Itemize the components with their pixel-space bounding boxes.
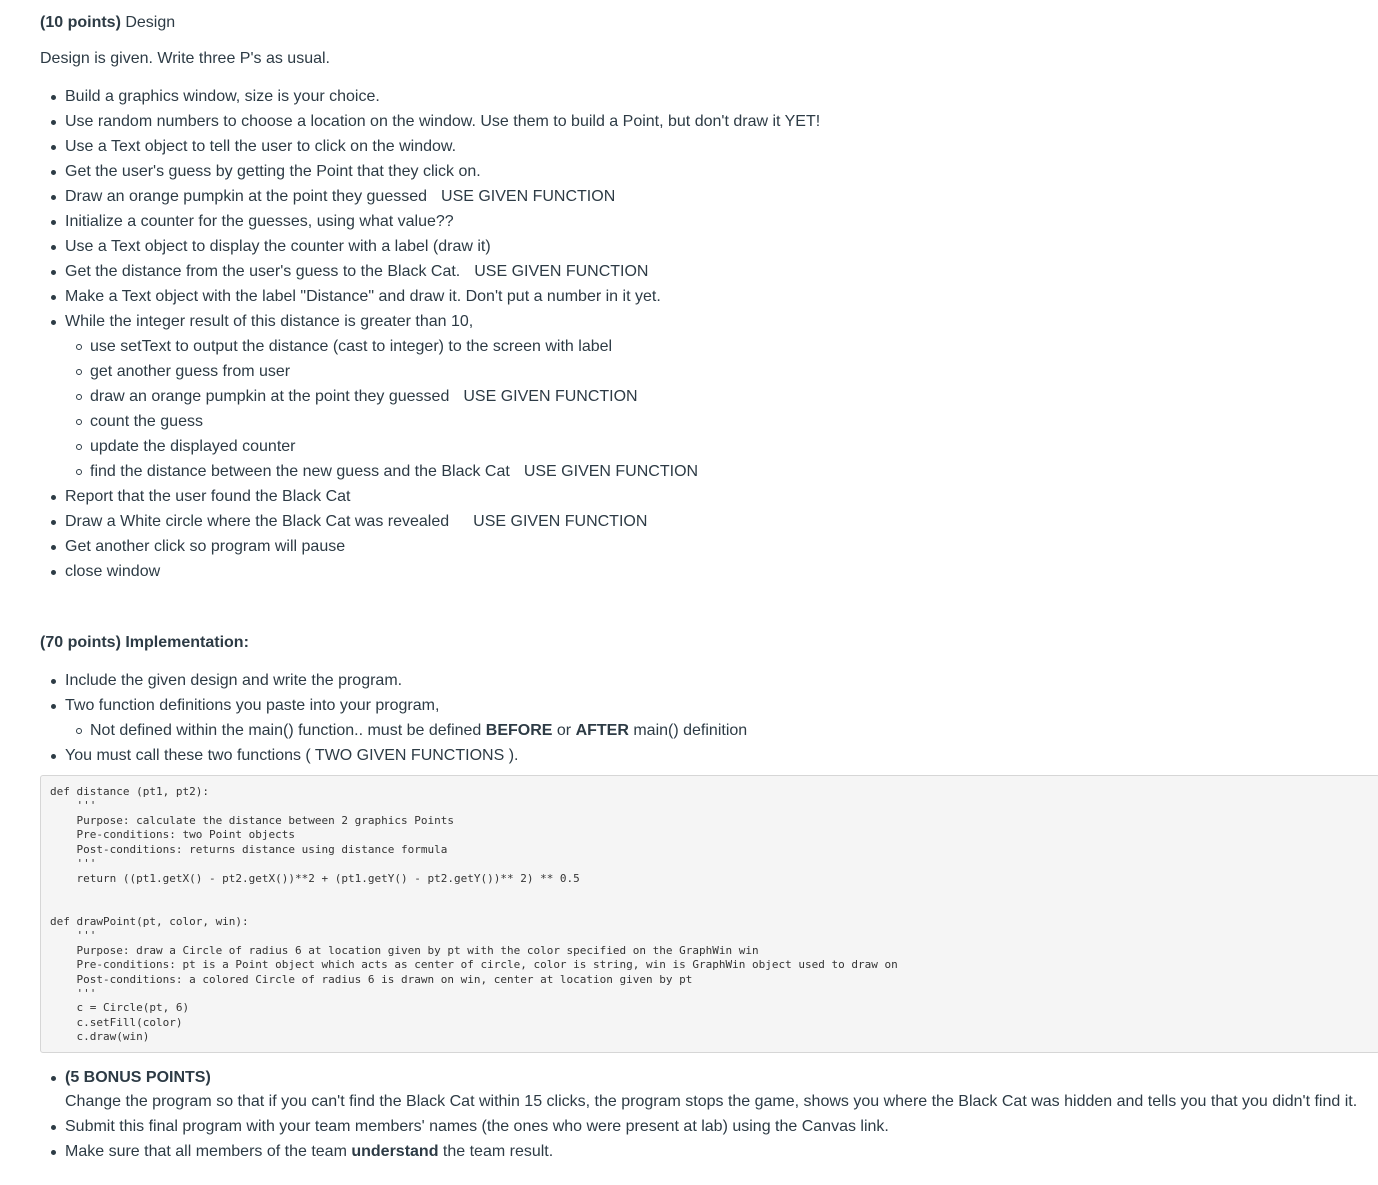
given-function-tag: USE GIVEN FUNCTION bbox=[463, 388, 638, 405]
sub-list-item bbox=[90, 387, 638, 407]
list-item-text: Submit this final program with your team members' names (the ones who were present at lab) using the Canvas link. bbox=[65, 1118, 889, 1135]
sub-list-item-text: count the guess bbox=[90, 413, 203, 430]
code-line: Post-conditions: returns distance using distance formula bbox=[50, 843, 448, 856]
code-line: def drawPoint(pt, color, win): bbox=[50, 915, 249, 928]
bonus-text: Change the program so that if you can't find the Black Cat within 15 clicks, the program stops the game, shows you where the Black Cat was hidden and tells you that you didn't find it. bbox=[65, 1093, 1358, 1110]
sub-list-item-text: get another guess from user bbox=[90, 363, 291, 380]
list-item bbox=[65, 512, 647, 532]
sub-list-item bbox=[90, 412, 203, 432]
given-function-tag: USE GIVEN FUNCTION bbox=[474, 263, 649, 280]
sub-list-item bbox=[90, 721, 747, 741]
understand-emphasis: understand bbox=[351, 1143, 439, 1160]
list-item bbox=[65, 237, 491, 257]
sub-list-item-text: use setText to output the distance (cast to integer) to the screen with label bbox=[90, 338, 613, 355]
after-emphasis: AFTER bbox=[575, 722, 629, 739]
code-line: ''' bbox=[50, 799, 97, 812]
list-item-text: Use a Text object to display the counter with a label (draw it) bbox=[65, 238, 491, 255]
code-line: Purpose: draw a Circle of radius 6 at location given by pt with the color specified on the GraphWin win bbox=[50, 944, 759, 957]
sub-list-item-text: Not defined within the main() function.. must be defined bbox=[90, 722, 486, 739]
code-line: ''' bbox=[50, 857, 97, 870]
list-item-text: Build a graphics window, size is your choice. bbox=[65, 88, 380, 105]
sub-list-item-text: find the distance between the new guess and the Black Cat bbox=[90, 463, 510, 480]
code-line: Purpose: calculate the distance between 2 graphics Points bbox=[50, 814, 454, 827]
list-item-text: Make a Text object with the label "Distance" and draw it. Don't put a number in it yet. bbox=[65, 288, 661, 305]
code-line: Post-conditions: a colored Circle of radius 6 is drawn on win, center at location given by pt bbox=[50, 973, 693, 986]
given-function-tag: USE GIVEN FUNCTION bbox=[441, 188, 616, 205]
implementation-heading: (70 points) Implementation: bbox=[40, 634, 249, 651]
sub-list-item-text: main() definition bbox=[628, 722, 748, 739]
design-points: (10 points) bbox=[40, 14, 121, 31]
list-item bbox=[65, 287, 661, 307]
design-title: Design bbox=[120, 14, 176, 31]
list-item-text: Report that the user found the Black Cat bbox=[65, 488, 351, 505]
list-item bbox=[65, 87, 380, 107]
list-item bbox=[65, 262, 648, 282]
sub-list-item bbox=[90, 362, 290, 382]
code-line: ''' bbox=[50, 987, 97, 1000]
sub-list-item bbox=[90, 437, 295, 457]
code-line: c = Circle(pt, 6) bbox=[50, 1001, 190, 1014]
code-line: def distance (pt1, pt2): bbox=[50, 785, 209, 798]
list-item-text: the team result. bbox=[438, 1143, 554, 1160]
list-item-text: You must call these two functions ( TWO GIVEN FUNCTIONS ). bbox=[65, 747, 519, 764]
list-item bbox=[65, 671, 402, 691]
list-item bbox=[65, 1142, 553, 1162]
list-item-text: Use random numbers to choose a location on the window. Use them to build a Point, but don't draw it YET! bbox=[65, 113, 821, 130]
code-line: Pre-conditions: pt is a Point object which acts as center of circle, color is string, win is GraphWin object used to draw on bbox=[50, 958, 898, 971]
sub-list-item-text: draw an orange pumpkin at the point they guessed bbox=[90, 388, 450, 405]
list-item-text: Two function definitions you paste into your program, bbox=[65, 697, 440, 714]
list-item bbox=[65, 162, 481, 182]
code-line: return ((pt1.getX() - pt2.getX())**2 + (pt1.getY() - pt2.getY())** 2) ** 0.5 bbox=[50, 872, 580, 885]
design-intro: Design is given. Write three P's as usual. bbox=[40, 50, 330, 67]
list-item-text: Get another click so program will pause bbox=[65, 538, 346, 555]
list-item-text: While the integer result of this distance is greater than 10, bbox=[65, 313, 474, 330]
sub-list-item-text: or bbox=[552, 722, 576, 739]
code-line: Pre-conditions: two Point objects bbox=[50, 828, 296, 841]
list-item bbox=[65, 487, 351, 507]
sub-list-item bbox=[90, 337, 612, 357]
given-function-tag: USE GIVEN FUNCTION bbox=[523, 463, 699, 480]
list-item bbox=[65, 212, 454, 232]
bonus-heading bbox=[65, 1068, 211, 1088]
given-function-tag: USE GIVEN FUNCTION bbox=[473, 513, 648, 530]
list-item bbox=[65, 746, 518, 766]
list-item-text: Draw an orange pumpkin at the point they guessed bbox=[65, 188, 428, 205]
code-line: ''' bbox=[50, 929, 97, 942]
sub-list-item-text: update the displayed counter bbox=[90, 438, 296, 455]
list-item bbox=[65, 562, 160, 582]
list-item bbox=[65, 112, 820, 132]
list-item-text: Include the given design and write the program. bbox=[65, 672, 403, 689]
sub-list-item bbox=[90, 462, 698, 482]
list-item-text: Initialize a counter for the guesses, using what value?? bbox=[65, 213, 454, 230]
list-item-text: close window bbox=[65, 563, 161, 580]
code-line: c.draw(win) bbox=[50, 1030, 150, 1043]
before-emphasis: BEFORE bbox=[485, 722, 553, 739]
list-item bbox=[65, 537, 345, 557]
list-item bbox=[65, 696, 439, 716]
list-item bbox=[65, 187, 615, 207]
list-item-text: Draw a White circle where the Black Cat was revealed bbox=[65, 513, 450, 530]
list-item bbox=[65, 1117, 889, 1137]
bonus-heading-text: (5 BONUS POINTS) bbox=[65, 1069, 211, 1086]
list-item-text: Get the user's guess by getting the Point that they click on. bbox=[65, 163, 481, 180]
list-item bbox=[65, 312, 473, 332]
list-item-text: Make sure that all members of the team bbox=[65, 1143, 352, 1160]
code-block bbox=[40, 775, 1378, 1053]
list-item-text: Use a Text object to tell the user to click on the window. bbox=[65, 138, 457, 155]
design-heading bbox=[40, 14, 175, 32]
list-item-text: Get the distance from the user's guess to the Black Cat. bbox=[65, 263, 461, 280]
code-line: c.setFill(color) bbox=[50, 1016, 183, 1029]
list-item bbox=[65, 137, 456, 157]
